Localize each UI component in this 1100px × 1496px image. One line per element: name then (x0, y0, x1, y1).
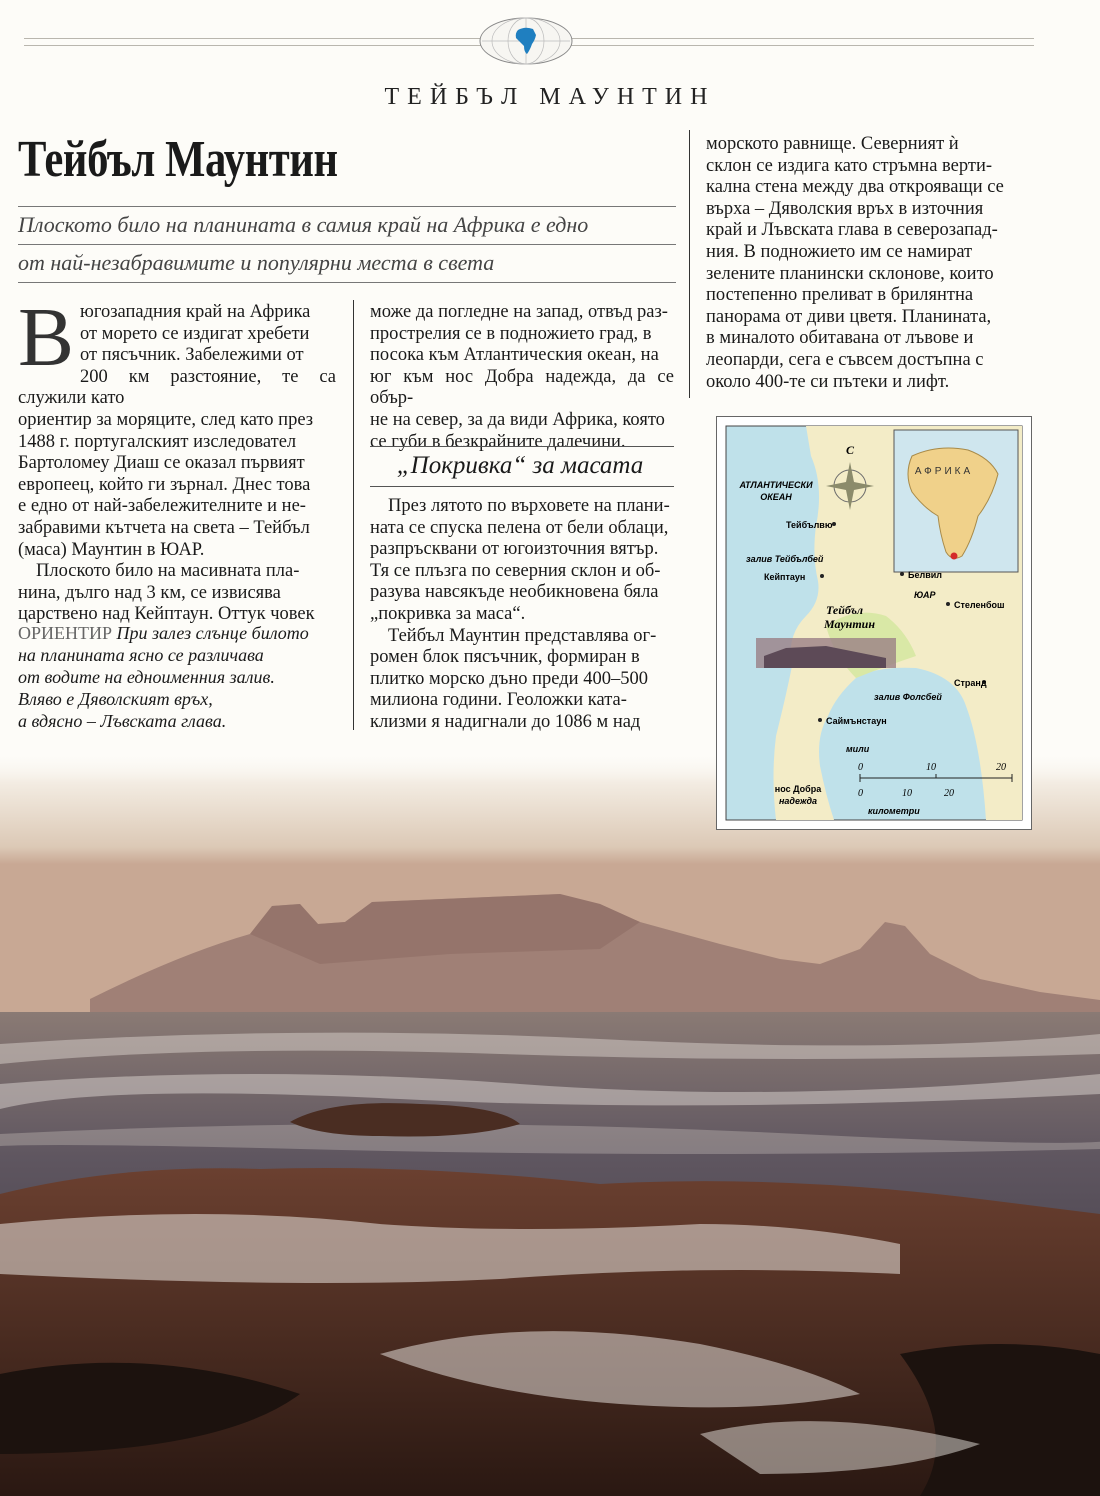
col3-line: около 400-те си пътеки и лифт. (706, 371, 950, 392)
col2-line: ната се спуска пелена от бели облаци, (370, 517, 669, 538)
map-inset-label: АФРИКА (914, 466, 974, 477)
col3-line: постепенно преливат в брилянтна (706, 285, 974, 306)
col1-line: е едно от най-забележителните и не- (18, 496, 306, 517)
map-scale-miles-tick: 10 (926, 762, 936, 773)
map-scale-km-tick: 0 (858, 788, 863, 799)
map-scale-miles-tick: 20 (996, 762, 1006, 773)
subtitle-rule-bottom (18, 282, 676, 283)
col1-line: Плоското било на масивната пла- (36, 561, 300, 582)
map-place-table-bay: залив Тейбълбей (746, 554, 824, 564)
section-heading: „Покривка“ за масата (396, 452, 644, 479)
col2-line: може да погледне на запад, отвъд раз- (370, 302, 668, 322)
column-2-continued (370, 496, 674, 734)
col2-line: юг към нос Добра надежда, да се обър- (370, 366, 674, 409)
photo-caption (18, 622, 336, 732)
col2-line: ромен блок пясъчник, формиран в (370, 647, 640, 668)
col1-line: европеец, който ги зърнал. Днес това (18, 474, 311, 495)
caption-line: на планината ясно се различава (18, 645, 264, 665)
map-place-belvil: Белвил (908, 570, 942, 580)
subtitle-line-2: от най-незабравимите и популярни места в света (18, 250, 495, 275)
col2-line: прострелия се в подножието град, в (370, 323, 652, 344)
caption-line: а вдясно – Лъвската глава. (18, 711, 227, 731)
caption-line: от водите на едноименния залив. (18, 667, 275, 687)
subtitle-rule-top (18, 206, 676, 207)
column-divider-2 (689, 130, 690, 398)
subtitle-line-1: Плоското било на планината в самия край на Африка е едно (18, 212, 589, 237)
col2-line: Тейбъл Маунтин представлява ог- (388, 625, 657, 646)
map-place-mountain-2: Маунтин (824, 617, 875, 631)
col1-line: от пясъчник. Забележими от (80, 345, 304, 366)
col2-line: плитко морско дъно преди 400–500 (370, 668, 648, 689)
col2-line: клизми я надигнали до 1086 м над (370, 711, 641, 732)
caption-label: ОРИЕНТИР (18, 623, 113, 643)
col3-line: леопарди, сега е съвсем достъпна с (706, 349, 984, 370)
col2-line: посока към Атлантическия океан, на (370, 345, 659, 366)
subtitle-rule-mid (18, 244, 676, 245)
col3-line: кална стена между два открояващи се (706, 177, 1004, 198)
heading-rule-bottom (370, 486, 674, 487)
col2-line: разува навсякъде необикновена бяла (370, 582, 659, 603)
col3-line: морското равнище. Северният ѝ (706, 134, 959, 154)
map-scale-km-tick: 10 (902, 788, 912, 799)
map-place-false-bay: залив Фолсбей (874, 692, 942, 702)
col1-line: 200 км разстояние, те са служили като (18, 366, 336, 409)
map-place-simonstown: Саймънстаун (826, 716, 887, 726)
region-map (716, 416, 1032, 830)
running-title: ТЕЙБЪЛ МАУНТИН (384, 84, 716, 110)
col1-line: 1488 г. португалският изследовател (18, 431, 297, 452)
map-place-tablevyu: Тейбълвю (786, 520, 833, 530)
globe-africa-icon (478, 16, 574, 66)
col3-line: зелените планински склонове, които (706, 263, 994, 284)
map-place-capetown: Кейптаун (764, 572, 806, 582)
col1-line: югозападния край на Африка (80, 302, 311, 322)
col1-line: царствено над Кейптаун. Оттук човек (18, 604, 315, 625)
map-place-strand: Странд (954, 678, 987, 688)
col3-line: панорама от диви цветя. Планината, (706, 306, 992, 327)
column-divider-1 (353, 300, 354, 730)
col1-line: забравими кътчета на света – Тейбъл (18, 517, 310, 538)
map-place-stellenbosh: Стеленбош (954, 600, 1005, 610)
col3-line: в миналото обитавана от лъвове и (706, 328, 974, 349)
col2-line: През лятото по върховете на плани- (388, 496, 670, 516)
map-place-cape-1: нос Добра (774, 784, 822, 794)
caption-line: При залез слънце билото (116, 623, 309, 643)
col2-line: разпръсквани от югоизточния вятър. (370, 539, 659, 560)
map-ocean-1: АТЛАНТИЧЕСКИ (739, 480, 813, 490)
column-3 (706, 134, 1032, 393)
table-mountain-photo (0, 754, 1100, 1496)
col3-line: край и Лъвската глава в северозапад- (706, 220, 998, 241)
col1-line: Бартоломеу Диаш се оказал първият (18, 453, 305, 474)
col3-line: склон се издига като стръмна верти- (706, 155, 993, 176)
map-scale-km-tick: 20 (944, 788, 954, 799)
map-scale-miles-tick: 0 (858, 762, 863, 773)
map-ocean-2: ОКЕАН (760, 492, 792, 502)
page-title: Тейбъл Маунтин (18, 131, 338, 188)
map-place-yuar: ЮАР (914, 590, 936, 600)
col2-line: „покривка за маса“. (370, 603, 526, 624)
col3-line: ния. В подножието им се намират (706, 241, 973, 262)
drop-cap: В (18, 291, 75, 384)
col1-line: (маса) Маунтин в ЮАР. (18, 539, 205, 560)
column-1 (18, 291, 336, 626)
map-scale-km: километри (868, 806, 920, 816)
col1-line: ориентир за моряците, след като през (18, 409, 314, 430)
col2-line: Тя се плъзга по северния склон и об- (370, 560, 661, 581)
caption-line: Вляво е Дяволският връх, (18, 689, 213, 709)
col1-line: нина, дълго над 3 км, се извисява (18, 582, 281, 603)
col2-line: се губи в безкрайните далечини. (370, 431, 626, 452)
map-place-cape-2: надежда (778, 796, 818, 806)
col2-line: не на север, за да види Африка, която (370, 409, 665, 430)
map-north: С (845, 443, 855, 457)
column-2 (370, 302, 674, 453)
map-scale-miles: мили (846, 744, 870, 754)
col2-line: милиона години. Геоложки ката- (370, 690, 627, 711)
col3-line: върха – Дяволския връх в източния (706, 198, 984, 219)
heading-rule-top (370, 446, 674, 447)
col1-line: от морето се издигат хребети (80, 323, 310, 344)
map-place-mountain-1: Тейбъл (826, 603, 864, 617)
